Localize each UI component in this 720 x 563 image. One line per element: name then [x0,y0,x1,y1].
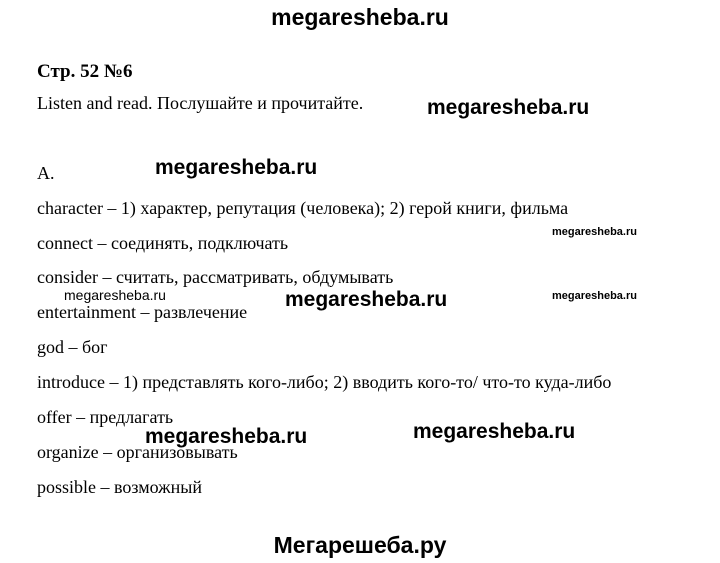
page-reference: Стр. 52 №6 [37,61,133,82]
vocab-line-entertainment: entertainment – развлечение [37,302,248,322]
instruction-text: Listen and read. Послушайте и прочитайте. [37,93,364,113]
watermark: megaresheba.ru [413,420,576,443]
vocab-line-possible: possible – возможный [37,477,202,497]
vocab-line-organize: organize – организовывать [37,442,238,462]
watermark: megaresheba.ru [155,156,318,179]
vocab-line-character: character – 1) характер, репутация (человека); 2) герой книги, фильма [37,198,569,218]
watermark: megaresheba.ru [427,96,590,119]
site-header: megaresheba.ru [271,4,449,30]
watermark: megaresheba.ru [145,425,308,448]
watermark: megaresheba.ru [552,290,637,302]
vocab-line-offer: offer – предлагать [37,407,174,427]
vocab-line-consider: consider – считать, рассматривать, обдумывать [37,267,394,287]
watermark: megaresheba.ru [552,226,637,238]
site-footer: Мегарешеба.ру [273,532,447,558]
watermark: megaresheba.ru [64,287,166,303]
vocab-line-god: god – бог [37,337,108,357]
watermark: megaresheba.ru [285,288,448,311]
vocab-line-connect: connect – соединять, подключать [37,233,289,253]
section-label: A. [37,163,55,183]
vocab-line-introduce: introduce – 1) представлять кого-либо; 2) вводить кого-то/ что-то куда-либо [37,372,612,392]
